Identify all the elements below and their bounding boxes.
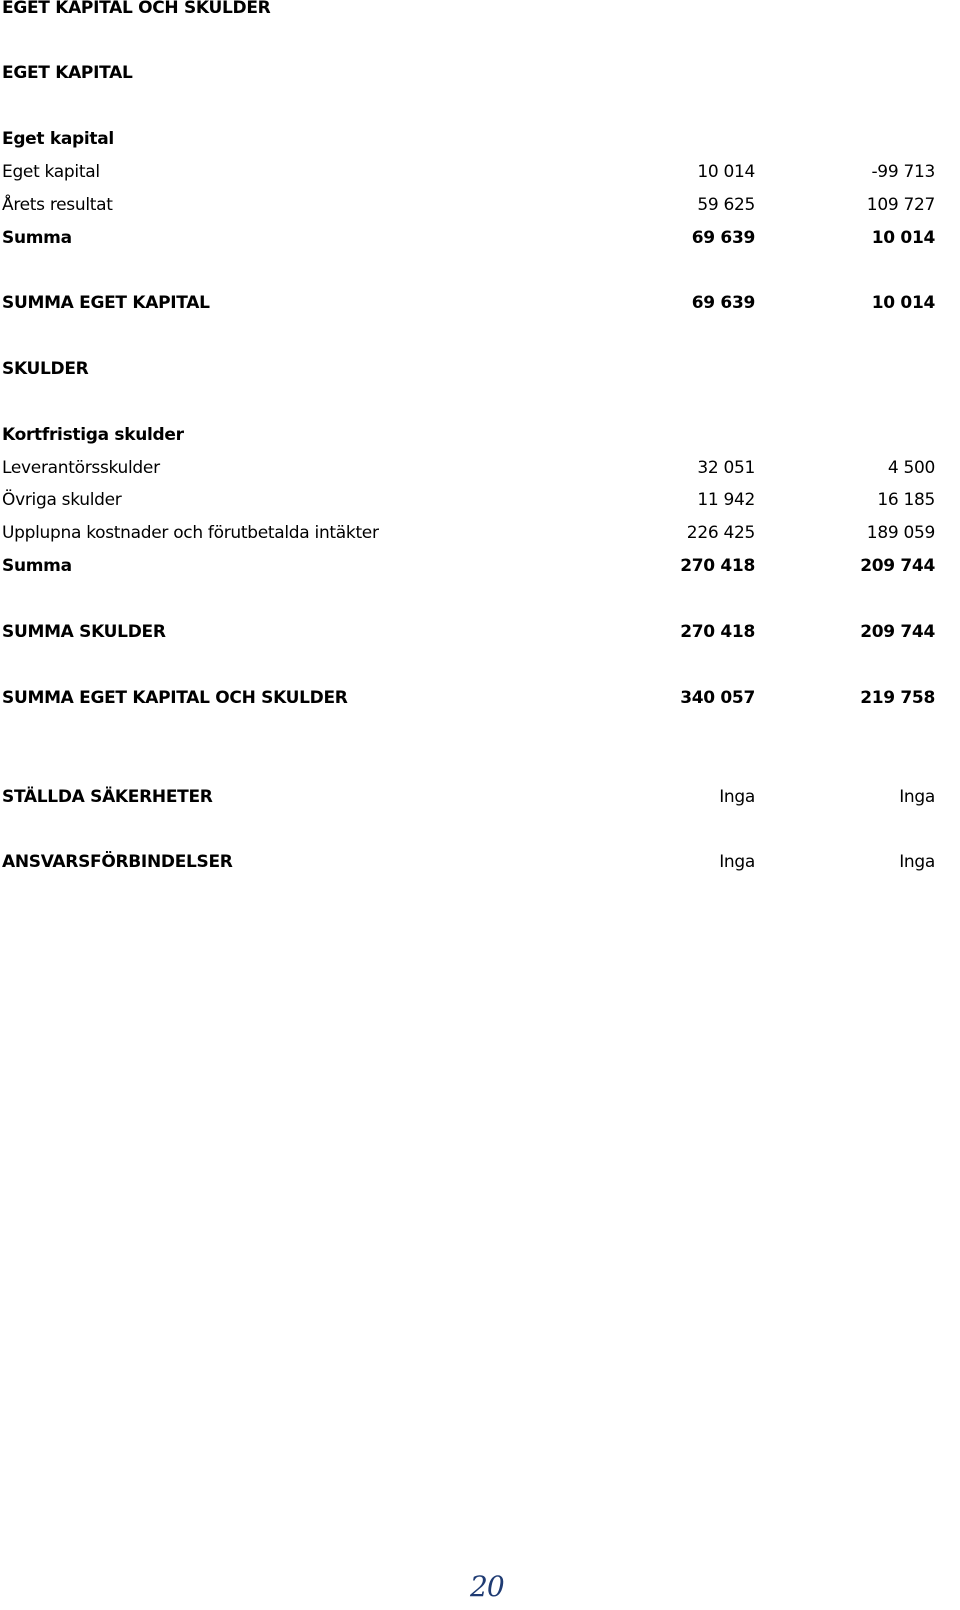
sum-current-value: 69 639	[691, 228, 755, 248]
liabilities-heading: SKULDER	[2, 359, 89, 379]
row-label: Eget kapital	[2, 162, 100, 182]
row-current-value: 226 425	[686, 523, 755, 543]
main-heading-row	[0, 0, 960, 21]
table-row	[0, 487, 960, 513]
contingent-liabilities-previous-value: Inga	[899, 852, 935, 872]
grand-total-row	[0, 685, 960, 711]
sum-label: Summa	[2, 228, 72, 248]
liabilities-subheading: Kortfristiga skulder	[2, 425, 184, 445]
equity-total-row	[0, 290, 960, 316]
row-previous-value: 4 500	[887, 458, 935, 478]
grand-total-current-value: 340 057	[680, 688, 755, 708]
total-previous-value: 10 014	[871, 293, 935, 313]
equity-subheading-row	[0, 126, 960, 152]
equity-subheading: Eget kapital	[2, 129, 114, 149]
table-row	[0, 520, 960, 546]
total-current-value: 270 418	[680, 622, 755, 642]
pledged-assets-previous-value: Inga	[899, 787, 935, 807]
row-label: Övriga skulder	[2, 490, 122, 510]
table-row	[0, 159, 960, 185]
liabilities-sum-row	[0, 553, 960, 579]
sum-previous-value: 10 014	[871, 228, 935, 248]
row-previous-value: 109 727	[866, 195, 935, 215]
row-label: Leverantörsskulder	[2, 458, 160, 478]
liabilities-heading-row	[0, 356, 960, 382]
row-previous-value: -99 713	[871, 162, 935, 182]
row-current-value: 59 625	[697, 195, 755, 215]
row-label: Upplupna kostnader och förutbetalda intäkter	[2, 523, 379, 543]
pledged-assets-row	[0, 784, 960, 810]
equity-sum-row	[0, 225, 960, 251]
row-current-value: 32 051	[697, 458, 755, 478]
contingent-liabilities-current-value: Inga	[719, 852, 755, 872]
table-row	[0, 455, 960, 481]
row-current-value: 10 014	[697, 162, 755, 182]
page-number: 20	[470, 1570, 504, 1603]
total-label: SUMMA EGET KAPITAL	[2, 293, 210, 313]
equity-heading-row	[0, 60, 960, 86]
row-current-value: 11 942	[697, 490, 755, 510]
total-previous-value: 209 744	[860, 622, 935, 642]
sum-previous-value: 209 744	[860, 556, 935, 576]
grand-total-previous-value: 219 758	[860, 688, 935, 708]
main-heading: EGET KAPITAL OCH SKULDER	[2, 0, 271, 18]
sum-current-value: 270 418	[680, 556, 755, 576]
sum-label: Summa	[2, 556, 72, 576]
contingent-liabilities-row	[0, 849, 960, 875]
pledged-assets-label: STÄLLDA SÄKERHETER	[2, 787, 213, 807]
pledged-assets-current-value: Inga	[719, 787, 755, 807]
equity-heading: EGET KAPITAL	[2, 63, 133, 83]
grand-total-label: SUMMA EGET KAPITAL OCH SKULDER	[2, 688, 348, 708]
liabilities-subheading-row	[0, 422, 960, 448]
total-current-value: 69 639	[691, 293, 755, 313]
row-label: Årets resultat	[2, 195, 113, 215]
row-previous-value: 16 185	[877, 490, 935, 510]
table-row	[0, 192, 960, 218]
total-label: SUMMA SKULDER	[2, 622, 166, 642]
contingent-liabilities-label: ANSVARSFÖRBINDELSER	[2, 852, 233, 872]
liabilities-total-row	[0, 619, 960, 645]
row-previous-value: 189 059	[866, 523, 935, 543]
